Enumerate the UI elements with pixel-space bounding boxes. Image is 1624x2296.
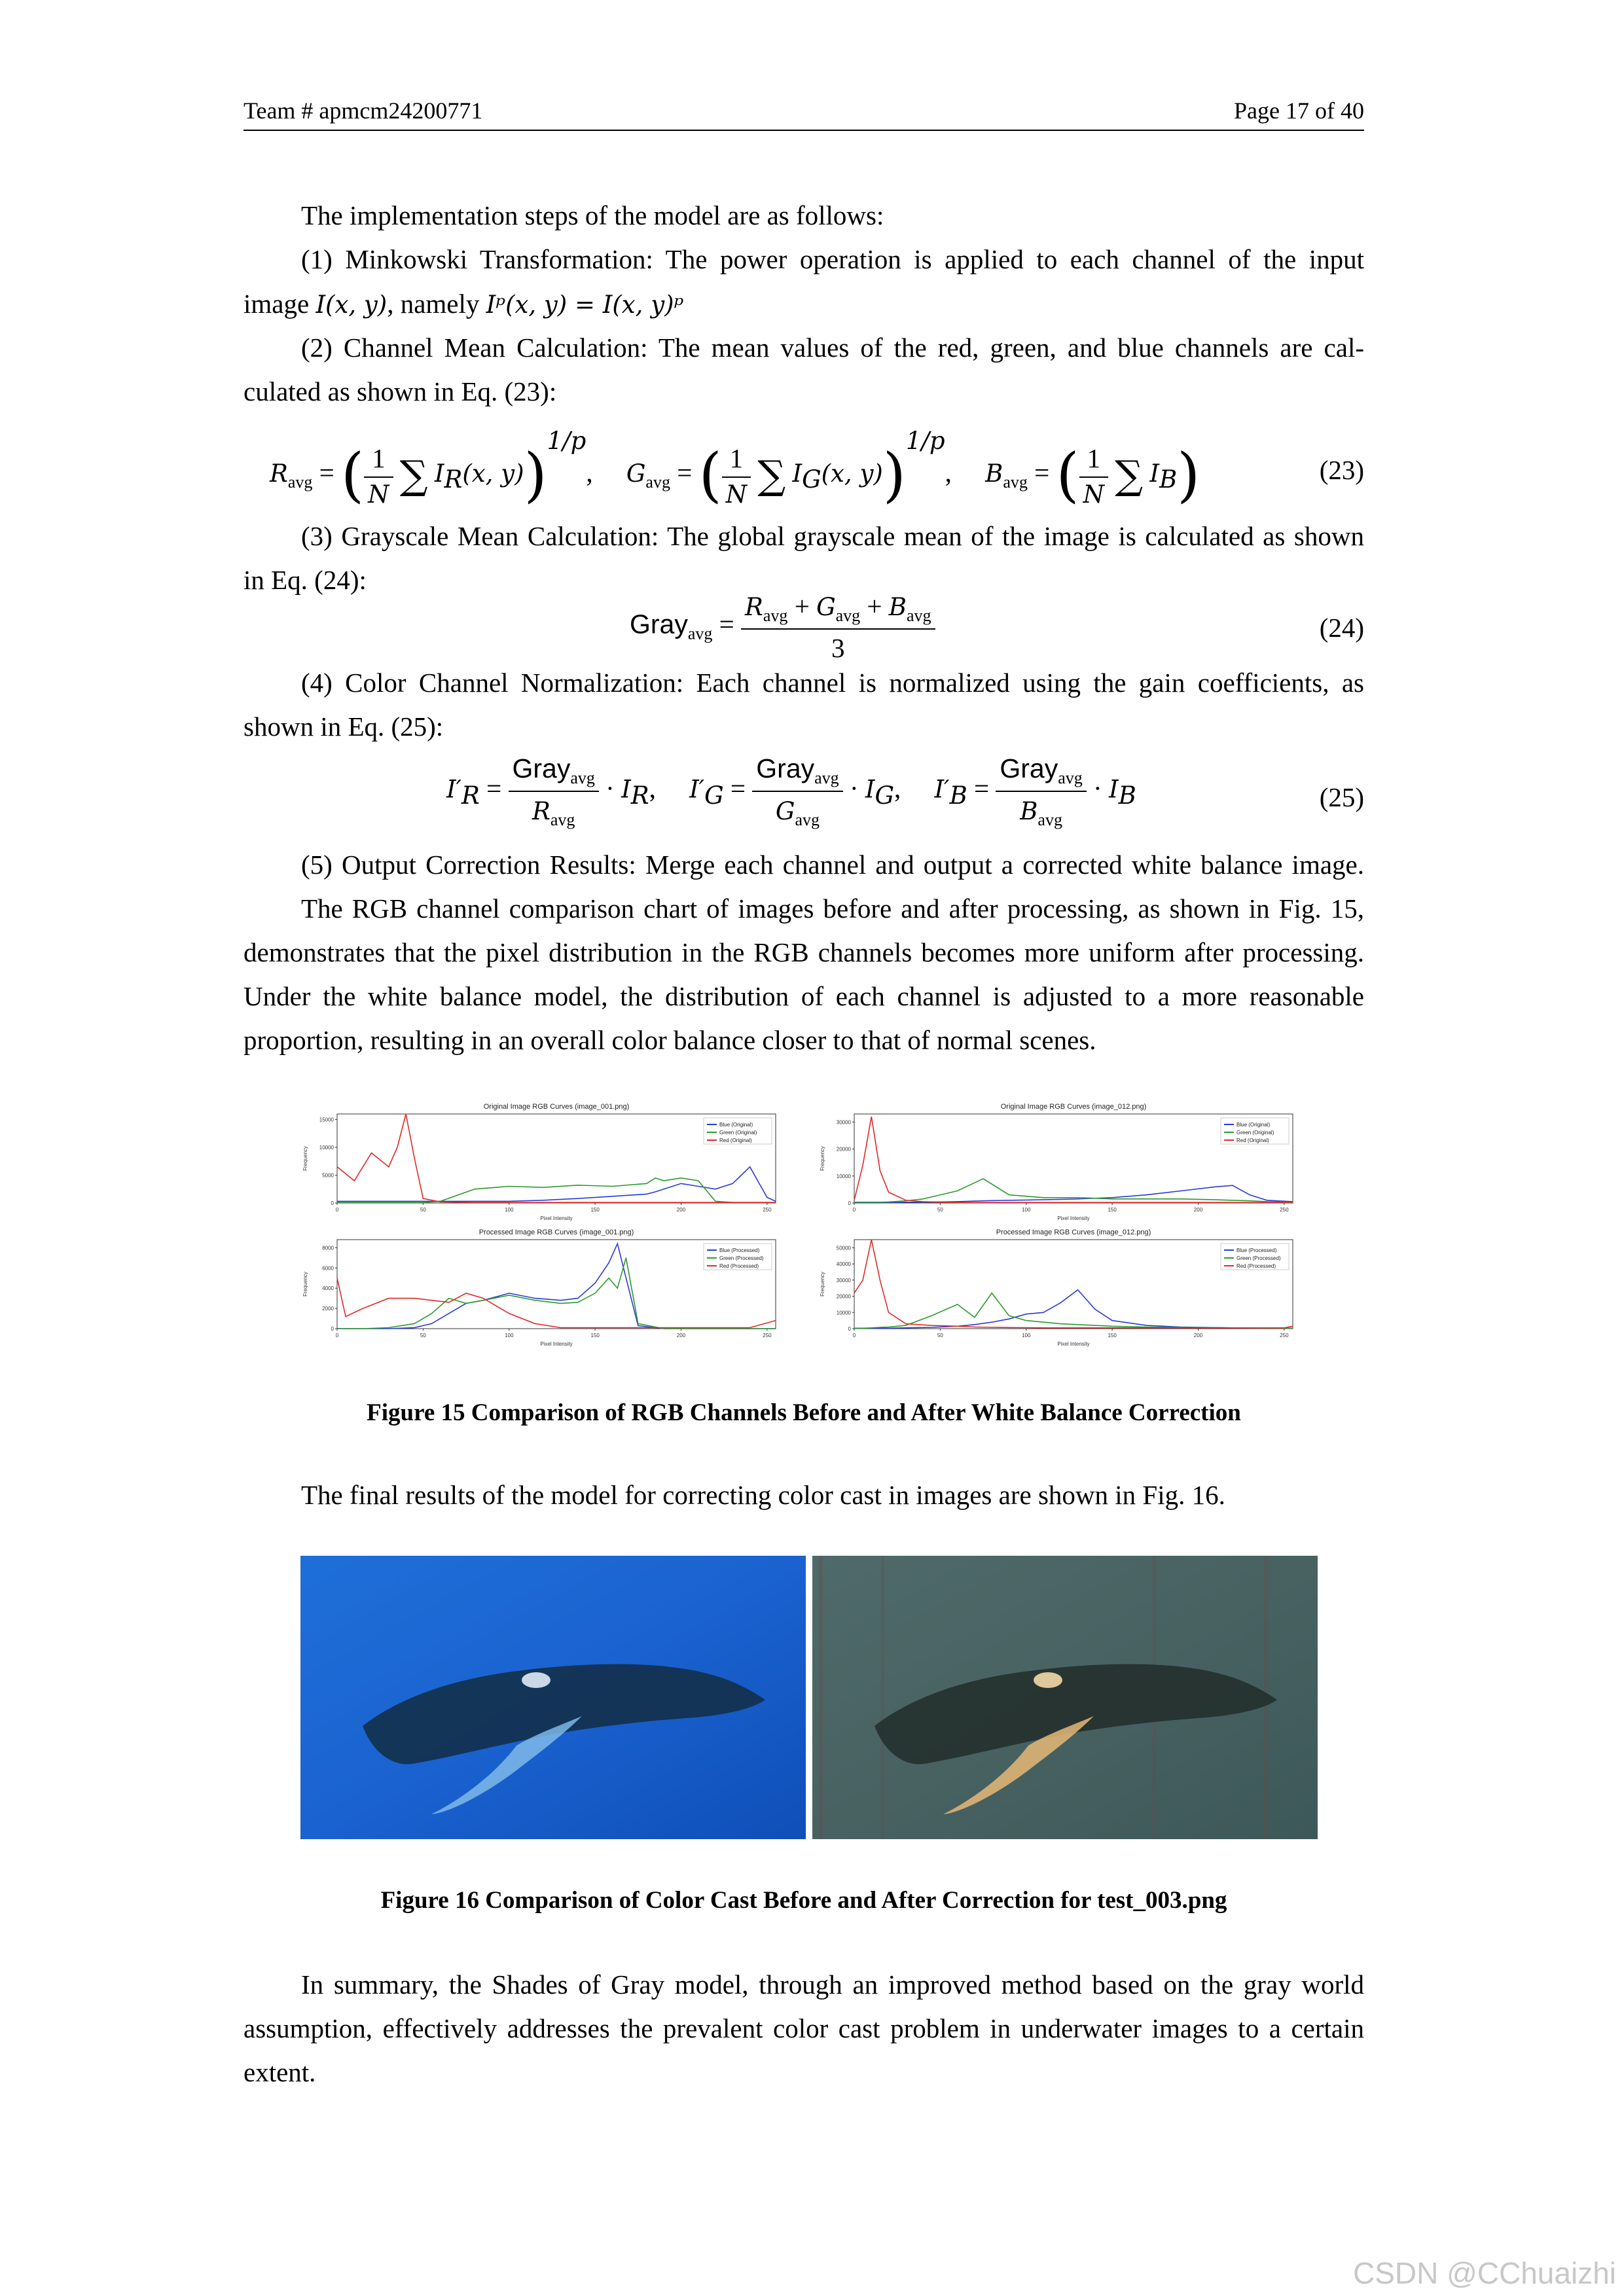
legend-label: Blue (Original) — [1236, 1122, 1271, 1128]
eq23-i2-sub: G — [802, 465, 821, 494]
eq25-frac2-num — [752, 753, 842, 792]
equation-24 — [630, 590, 935, 664]
x-axis-label: Pixel Intensity — [540, 1341, 573, 1347]
para-rgb-line1: The RGB channel comparison chart of images before and after processing, as shown in Fig. 15, — [301, 893, 1364, 924]
eq23-r-sub: avg — [287, 473, 313, 492]
chart-title: Original Image RGB Curves (image_001.png) — [483, 1103, 630, 1111]
para-rgb-line2: demonstrates that the pixel distribution in the RGB channels becomes more uniform after processing. — [244, 937, 1364, 967]
y-tick-label: 0 — [848, 1200, 851, 1206]
legend-label: Red (Processed) — [719, 1263, 759, 1269]
legend-label: Green (Original) — [719, 1130, 757, 1136]
x-tick-label: 50 — [937, 1207, 943, 1213]
x-tick-label: 150 — [590, 1333, 600, 1338]
x-tick-label: 250 — [1280, 1333, 1289, 1338]
y-tick-label: 2000 — [322, 1306, 334, 1312]
eq25-frac1 — [509, 753, 599, 830]
eq23-rparen1: ) — [524, 440, 547, 510]
x-tick-label: 150 — [1108, 1333, 1117, 1338]
step1-line1: (1) Minkowski Transformation: The power operation is applied to each channel of the input — [301, 244, 1364, 274]
para-final-results: The final results of the model for correcting color cast in images are shown in Fig. 16. — [301, 1480, 1225, 1510]
y-tick-label: 0 — [331, 1326, 334, 1332]
eq23-sum3: ∑ — [1115, 452, 1144, 499]
x-tick-label: 0 — [852, 1207, 856, 1213]
y-tick-label: 8000 — [322, 1245, 334, 1251]
y-tick-label: 10000 — [319, 1145, 334, 1151]
eq24-plus1: + — [794, 591, 810, 621]
csdn-watermark: CSDN @CChuaizhi — [1352, 2256, 1616, 2290]
eq25-gavg-sub: avg — [795, 810, 820, 830]
eq25-dot3: · — [1093, 773, 1102, 804]
series-line-blue-original- — [337, 1167, 776, 1202]
chart-title: Processed Image RGB Curves (image_001.png) — [478, 1229, 634, 1236]
y-axis-label: Frequency — [820, 1272, 825, 1297]
eq23-r: R — [270, 459, 288, 488]
eq23-b-sub: avg — [1003, 473, 1028, 492]
eq25-frac2 — [752, 753, 842, 830]
chart-svg-processed-001 — [298, 1225, 802, 1350]
stripe-artifact-2 — [881, 1556, 884, 1839]
y-tick-label: 4000 — [322, 1285, 334, 1292]
eq25-gray3: Gray — [1000, 753, 1058, 783]
step1-line2 — [244, 288, 683, 321]
eq23-frac1 — [364, 442, 393, 509]
eq24-b: B — [888, 593, 907, 621]
y-tick-label: 6000 — [322, 1265, 334, 1272]
figure-16-caption: Figure 16 Comparison of Color Cast Before and After Correction for test_003.png — [380, 1887, 1227, 1914]
eq25-ig: I′ — [689, 775, 705, 804]
eq23-frac3-num: 1 — [1079, 442, 1108, 478]
summary-line1: In summary, the Shades of Gray model, through an improved method based on the gray world — [301, 1969, 1364, 2000]
eq23-frac3 — [1079, 442, 1108, 509]
chart-original-001 — [298, 1100, 802, 1224]
x-axis-label: Pixel Intensity — [1057, 1215, 1090, 1221]
eq23-rparen3: ) — [1177, 440, 1200, 510]
eq25-bavg: B — [1020, 797, 1038, 826]
x-tick-label: 100 — [505, 1333, 514, 1338]
summary-line3: extent. — [244, 2057, 316, 2087]
x-tick-label: 250 — [763, 1207, 772, 1213]
y-tick-label: 15000 — [319, 1117, 334, 1123]
eq23-lparen2: ( — [698, 440, 722, 510]
eq23-i3: I — [1149, 459, 1159, 488]
eq25-gray2: Gray — [756, 753, 815, 783]
eq25-eq3: = — [974, 773, 990, 804]
x-tick-label: 0 — [335, 1333, 339, 1338]
eq23-lparen1: ( — [341, 440, 365, 510]
eq25-ravg-sub: avg — [550, 810, 575, 830]
eq25-ir-sub: R — [461, 781, 480, 810]
y-tick-label: 30000 — [836, 1277, 851, 1283]
eq25-gavg: G — [775, 797, 795, 826]
eq25-gray1: Gray — [512, 753, 571, 783]
x-tick-label: 100 — [1022, 1333, 1031, 1338]
step3-line1: (3) Grayscale Mean Calculation: The global grayscale mean of the image is calculated as shown — [301, 521, 1364, 551]
eq25-bavg-sub: avg — [1038, 810, 1062, 830]
photo-after-correction — [812, 1556, 1318, 1839]
eq23-eq1: = — [319, 457, 334, 488]
eq23-rparen2: ) — [882, 440, 906, 510]
eq25-comma1: , — [649, 773, 656, 804]
eq23-g-sub: avg — [645, 473, 670, 492]
stripe-artifact-1 — [819, 1556, 823, 1839]
eq24-gray-sub: avg — [687, 624, 713, 643]
eq25-frac1-num — [509, 753, 599, 792]
y-tick-label: 20000 — [836, 1293, 851, 1300]
step4-line1: (4) Color Channel Normalization: Each channel is normalized using the gain coefficients, as — [301, 668, 1364, 698]
eq23-number: (23) — [1319, 455, 1364, 485]
eq23-frac2-num: 1 — [722, 442, 751, 478]
y-tick-label: 10000 — [836, 1173, 851, 1179]
eq23-b: B — [985, 459, 1003, 488]
step2-line2: culated as shown in Eq. (23): — [244, 376, 557, 406]
step1-text: image — [244, 289, 310, 319]
para-rgb-line3: Under the white balance model, the distribution of each channel is adjusted to a more reasonable — [244, 981, 1364, 1011]
series-line-blue-processed- — [854, 1290, 1293, 1329]
eq25-gray2-sub: avg — [814, 768, 839, 788]
y-tick-label: 40000 — [836, 1261, 851, 1268]
eq24-g-sub: avg — [835, 606, 861, 626]
whale-spot-corrected — [1034, 1672, 1062, 1688]
eq23-eq3: = — [1034, 457, 1050, 488]
eq25-i1: I — [621, 775, 631, 804]
y-axis-label: Frequency — [302, 1272, 308, 1297]
eq23-frac2 — [722, 442, 751, 509]
legend-label: Red (Original) — [719, 1138, 752, 1143]
x-tick-label: 250 — [763, 1333, 772, 1338]
eq23-g: G — [626, 459, 646, 488]
eq23-pow1: 1/p — [547, 427, 586, 455]
eq25-ir: I′ — [446, 775, 462, 804]
y-tick-label: 0 — [331, 1200, 334, 1206]
eq24-frac-num — [741, 590, 935, 630]
eq25-comma2: , — [894, 773, 901, 804]
x-tick-label: 0 — [335, 1207, 339, 1213]
eq24-r-sub: avg — [763, 606, 788, 626]
step2-line1: (2) Channel Mean Calculation: The mean values of the red, green, and blue channels are cal- — [301, 332, 1364, 363]
eq23-xy1: (x, y) — [462, 459, 524, 488]
eq25-i2-sub: G — [875, 781, 895, 810]
x-tick-label: 200 — [676, 1333, 686, 1338]
x-tick-label: 200 — [1193, 1207, 1203, 1213]
x-tick-label: 250 — [1280, 1207, 1289, 1213]
eq23-xy2: (x, y) — [821, 459, 883, 488]
eq24-frac — [741, 590, 935, 664]
eq24-eq: = — [719, 609, 734, 639]
eq25-ig-sub: G — [704, 781, 724, 810]
step3-line2: in Eq. (24): — [244, 565, 367, 595]
chart-original-012 — [815, 1100, 1319, 1224]
summary-line2: assumption, effectively addresses the prevalent color cast problem in underwater images to a certain — [244, 2013, 1364, 2043]
y-tick-label: 20000 — [836, 1146, 851, 1153]
math-inline-ixy: I(x, y) — [316, 291, 388, 319]
x-tick-label: 150 — [1108, 1207, 1117, 1213]
y-tick-label: 5000 — [322, 1172, 334, 1179]
eq25-i3-sub: B — [1118, 781, 1136, 810]
eq23-i2: I — [792, 459, 803, 488]
eq25-frac2-den — [752, 792, 842, 830]
x-tick-label: 50 — [420, 1333, 426, 1338]
photo-before-svg — [300, 1556, 806, 1839]
eq24-r: R — [745, 593, 763, 621]
y-tick-label: 50000 — [836, 1245, 851, 1251]
page-header — [244, 97, 1364, 131]
eq25-eq1: = — [486, 773, 502, 804]
x-axis-label: Pixel Intensity — [1057, 1341, 1090, 1347]
y-tick-label: 10000 — [836, 1310, 851, 1316]
eq24-frac-den: 3 — [831, 633, 845, 664]
eq24-plus2: + — [867, 591, 882, 621]
series-line-green-original- — [337, 1178, 776, 1202]
eq25-frac1-den — [509, 792, 599, 830]
y-axis-label: Frequency — [820, 1146, 825, 1171]
paragraph-intro: The implementation steps of the model are as follows: — [301, 200, 884, 230]
figure-15-caption: Figure 15 Comparison of RGB Channels Before and After White Balance Correction — [367, 1399, 1241, 1426]
equation-25 — [446, 753, 1136, 830]
eq24-g: G — [816, 593, 836, 621]
chart-svg-processed-012 — [815, 1225, 1319, 1350]
x-tick-label: 200 — [1193, 1333, 1203, 1338]
legend-label: Blue (Original) — [719, 1122, 753, 1128]
x-tick-label: 150 — [590, 1207, 600, 1213]
eq25-frac3 — [996, 753, 1086, 830]
eq25-frac3-num — [996, 753, 1086, 792]
step1-text-mid: , namely — [387, 289, 480, 319]
y-tick-label: 30000 — [836, 1119, 851, 1126]
eq25-ib: I′ — [934, 775, 950, 804]
eq23-i1: I — [434, 459, 444, 488]
x-tick-label: 100 — [505, 1207, 514, 1213]
eq23-frac1-num: 1 — [364, 442, 393, 478]
legend-label: Green (Original) — [1236, 1130, 1274, 1136]
eq23-frac1-den: N — [368, 480, 389, 509]
chart-title: Processed Image RGB Curves (image_012.png) — [996, 1229, 1151, 1236]
chart-processed-001 — [298, 1225, 802, 1350]
para-rgb-line4: proportion, resulting in an overall color balance closer to that of normal scenes. — [244, 1025, 1096, 1055]
eq25-i1-sub: R — [630, 781, 649, 810]
page-number: Page 17 of 40 — [1234, 98, 1364, 124]
chart-svg-original-001 — [298, 1100, 802, 1224]
chart-svg-original-012 — [815, 1100, 1319, 1224]
x-tick-label: 200 — [676, 1207, 686, 1213]
eq25-dot1: · — [605, 773, 615, 804]
legend-label: Red (Processed) — [1236, 1263, 1276, 1269]
eq23-sum2: ∑ — [757, 452, 786, 499]
chart-processed-012 — [815, 1225, 1319, 1350]
eq25-gray3-sub: avg — [1058, 768, 1083, 788]
eq23-eq2: = — [677, 457, 693, 488]
y-tick-label: 0 — [848, 1326, 851, 1332]
series-line-green-processed- — [854, 1293, 1293, 1329]
eq25-i3: I — [1108, 775, 1119, 804]
eq23-i1-sub: R — [444, 465, 463, 494]
step5-line: (5) Output Correction Results: Merge each channel and output a corrected white balance image. — [301, 850, 1364, 880]
eq23-i3-sub: B — [1159, 465, 1178, 494]
photo-after-svg — [812, 1556, 1318, 1839]
legend-label: Green (Processed) — [1236, 1255, 1281, 1261]
eq24-number: (24) — [1319, 613, 1364, 643]
eq23-frac2-den: N — [725, 480, 748, 509]
equation-23 — [270, 427, 1200, 509]
eq25-i2: I — [865, 775, 875, 804]
team-number: Team # apmcm24200771 — [244, 98, 483, 124]
x-axis-label: Pixel Intensity — [540, 1215, 573, 1221]
legend-label: Red (Original) — [1236, 1138, 1269, 1143]
eq23-frac3-den: N — [1083, 480, 1104, 509]
legend-label: Blue (Processed) — [1236, 1247, 1277, 1253]
x-tick-label: 50 — [937, 1333, 943, 1338]
eq23-lparen3: ( — [1056, 440, 1079, 510]
x-tick-label: 100 — [1022, 1207, 1031, 1213]
eq23-comma2: , — [945, 457, 952, 488]
y-axis-label: Frequency — [302, 1146, 308, 1171]
eq23-comma1: , — [586, 457, 593, 488]
step4-line2: shown in Eq. (25): — [244, 711, 444, 742]
eq23-sum1: ∑ — [399, 452, 428, 499]
whale-spot — [522, 1672, 550, 1688]
eq25-ravg: R — [532, 797, 550, 826]
legend-label: Blue (Processed) — [719, 1247, 760, 1253]
legend-label: Green (Processed) — [719, 1255, 764, 1261]
chart-title: Original Image RGB Curves (image_012.png) — [1000, 1103, 1147, 1111]
x-tick-label: 0 — [852, 1333, 856, 1338]
eq25-ib-sub: B — [949, 781, 967, 810]
eq25-number: (25) — [1319, 782, 1364, 812]
eq23-pow2: 1/p — [905, 427, 945, 455]
eq24-gray: Gray — [630, 609, 688, 639]
x-tick-label: 50 — [420, 1207, 426, 1213]
photo-before-correction — [300, 1556, 806, 1839]
eq25-frac3-den — [996, 792, 1086, 830]
math-inline-power: Iᵖ(x, y) = I(x, y)ᵖ — [486, 291, 684, 319]
eq25-dot2: · — [849, 773, 859, 804]
eq25-eq2: = — [730, 773, 746, 804]
eq24-b-sub: avg — [907, 606, 931, 626]
eq25-gray1-sub: avg — [570, 768, 595, 788]
